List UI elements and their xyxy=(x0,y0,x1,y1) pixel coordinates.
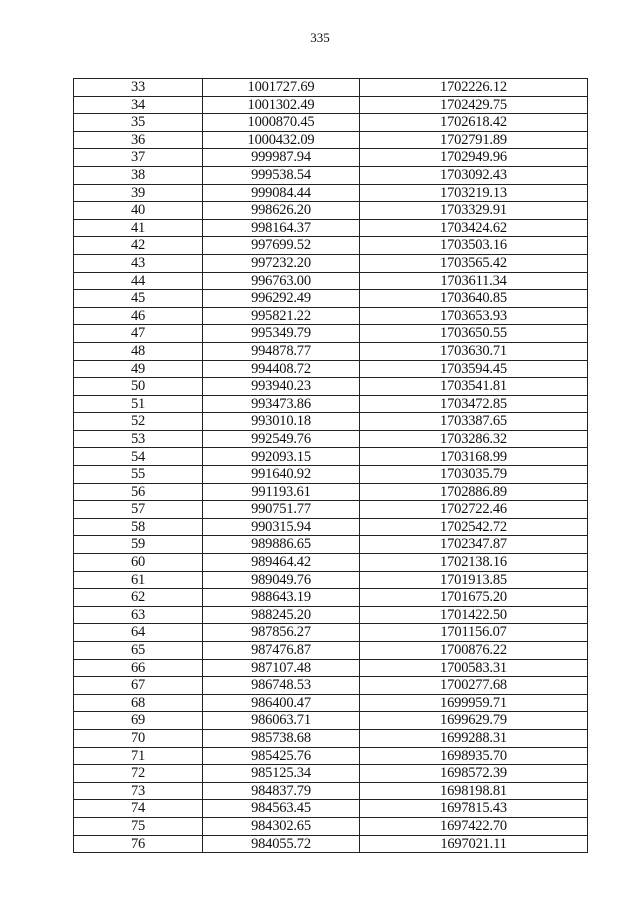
table-row xyxy=(74,589,588,607)
point-number-cell: 38 xyxy=(74,166,203,184)
point-number-cell: 42 xyxy=(74,237,203,255)
y-coordinate-cell: 1703611.34 xyxy=(360,272,588,290)
table-row xyxy=(74,307,588,325)
x-coordinate-cell: 989464.42 xyxy=(203,554,360,572)
x-coordinate-cell: 988245.20 xyxy=(203,606,360,624)
table-row xyxy=(74,501,588,519)
point-number-cell: 49 xyxy=(74,360,203,378)
table-row xyxy=(74,817,588,835)
y-coordinate-cell: 1701422.50 xyxy=(360,606,588,624)
point-number-cell: 46 xyxy=(74,307,203,325)
table-row xyxy=(74,483,588,501)
point-number-cell: 68 xyxy=(74,694,203,712)
y-coordinate-cell: 1697021.11 xyxy=(360,835,588,853)
table-row xyxy=(74,782,588,800)
point-number-cell: 57 xyxy=(74,501,203,519)
point-number-cell: 47 xyxy=(74,325,203,343)
y-coordinate-cell: 1702949.96 xyxy=(360,149,588,167)
y-coordinate-cell: 1703092.43 xyxy=(360,166,588,184)
point-number-cell: 41 xyxy=(74,219,203,237)
y-coordinate-cell: 1703329.91 xyxy=(360,202,588,220)
y-coordinate-cell: 1703286.32 xyxy=(360,430,588,448)
point-number-cell: 65 xyxy=(74,642,203,660)
table-row xyxy=(74,149,588,167)
point-number-cell: 72 xyxy=(74,765,203,783)
x-coordinate-cell: 986748.53 xyxy=(203,677,360,695)
x-coordinate-cell: 984563.45 xyxy=(203,800,360,818)
x-coordinate-cell: 995349.79 xyxy=(203,325,360,343)
table-row xyxy=(74,184,588,202)
y-coordinate-cell: 1703640.85 xyxy=(360,290,588,308)
y-coordinate-cell: 1702542.72 xyxy=(360,518,588,536)
y-coordinate-cell: 1703168.99 xyxy=(360,448,588,466)
point-number-cell: 53 xyxy=(74,430,203,448)
point-number-cell: 67 xyxy=(74,677,203,695)
y-coordinate-cell: 1701913.85 xyxy=(360,571,588,589)
table-row xyxy=(74,536,588,554)
point-number-cell: 55 xyxy=(74,466,203,484)
x-coordinate-cell: 994878.77 xyxy=(203,342,360,360)
table-row xyxy=(74,360,588,378)
y-coordinate-cell: 1702886.89 xyxy=(360,483,588,501)
table-row xyxy=(74,202,588,220)
table-row xyxy=(74,571,588,589)
y-coordinate-cell: 1703653.93 xyxy=(360,307,588,325)
y-coordinate-cell: 1703035.79 xyxy=(360,466,588,484)
point-number-cell: 61 xyxy=(74,571,203,589)
point-number-cell: 75 xyxy=(74,817,203,835)
x-coordinate-cell: 1001302.49 xyxy=(203,96,360,114)
point-number-cell: 34 xyxy=(74,96,203,114)
x-coordinate-cell: 992093.15 xyxy=(203,448,360,466)
point-number-cell: 71 xyxy=(74,747,203,765)
table-row xyxy=(74,79,588,97)
x-coordinate-cell: 997699.52 xyxy=(203,237,360,255)
point-number-cell: 40 xyxy=(74,202,203,220)
y-coordinate-cell: 1703594.45 xyxy=(360,360,588,378)
point-number-cell: 62 xyxy=(74,589,203,607)
y-coordinate-cell: 1702347.87 xyxy=(360,536,588,554)
x-coordinate-cell: 999084.44 xyxy=(203,184,360,202)
y-coordinate-cell: 1703219.13 xyxy=(360,184,588,202)
point-number-cell: 74 xyxy=(74,800,203,818)
x-coordinate-cell: 990751.77 xyxy=(203,501,360,519)
table-row xyxy=(74,272,588,290)
y-coordinate-cell: 1701675.20 xyxy=(360,589,588,607)
point-number-cell: 54 xyxy=(74,448,203,466)
y-coordinate-cell: 1702791.89 xyxy=(360,131,588,149)
y-coordinate-cell: 1700277.68 xyxy=(360,677,588,695)
x-coordinate-cell: 986400.47 xyxy=(203,694,360,712)
x-coordinate-cell: 998164.37 xyxy=(203,219,360,237)
table-row xyxy=(74,448,588,466)
table-row xyxy=(74,518,588,536)
point-number-cell: 45 xyxy=(74,290,203,308)
y-coordinate-cell: 1698198.81 xyxy=(360,782,588,800)
point-number-cell: 76 xyxy=(74,835,203,853)
y-coordinate-cell: 1702138.16 xyxy=(360,554,588,572)
y-coordinate-cell: 1699629.79 xyxy=(360,712,588,730)
table-row xyxy=(74,290,588,308)
table-row xyxy=(74,325,588,343)
point-number-cell: 63 xyxy=(74,606,203,624)
x-coordinate-cell: 989886.65 xyxy=(203,536,360,554)
point-number-cell: 56 xyxy=(74,483,203,501)
x-coordinate-cell: 998626.20 xyxy=(203,202,360,220)
point-number-cell: 66 xyxy=(74,659,203,677)
x-coordinate-cell: 1001727.69 xyxy=(203,79,360,97)
table-row xyxy=(74,430,588,448)
x-coordinate-cell: 994408.72 xyxy=(203,360,360,378)
x-coordinate-cell: 993010.18 xyxy=(203,413,360,431)
point-number-cell: 69 xyxy=(74,712,203,730)
point-number-cell: 44 xyxy=(74,272,203,290)
x-coordinate-cell: 989049.76 xyxy=(203,571,360,589)
point-number-cell: 59 xyxy=(74,536,203,554)
table-row xyxy=(74,96,588,114)
y-coordinate-cell: 1702226.12 xyxy=(360,79,588,97)
table-row xyxy=(74,659,588,677)
point-number-cell: 48 xyxy=(74,342,203,360)
y-coordinate-cell: 1703503.16 xyxy=(360,237,588,255)
point-number-cell: 43 xyxy=(74,254,203,272)
table-row xyxy=(74,642,588,660)
point-number-cell: 37 xyxy=(74,149,203,167)
point-number-cell: 36 xyxy=(74,131,203,149)
x-coordinate-cell: 987856.27 xyxy=(203,624,360,642)
x-coordinate-cell: 992549.76 xyxy=(203,430,360,448)
x-coordinate-cell: 996763.00 xyxy=(203,272,360,290)
table-row xyxy=(74,747,588,765)
table-row xyxy=(74,677,588,695)
y-coordinate-cell: 1700876.22 xyxy=(360,642,588,660)
page-number: 335 xyxy=(310,30,330,45)
table-row xyxy=(74,606,588,624)
y-coordinate-cell: 1703565.42 xyxy=(360,254,588,272)
x-coordinate-cell: 999987.94 xyxy=(203,149,360,167)
y-coordinate-cell: 1699288.31 xyxy=(360,729,588,747)
x-coordinate-cell: 985738.68 xyxy=(203,729,360,747)
y-coordinate-cell: 1699959.71 xyxy=(360,694,588,712)
table-row xyxy=(74,624,588,642)
x-coordinate-cell: 997232.20 xyxy=(203,254,360,272)
y-coordinate-cell: 1702722.46 xyxy=(360,501,588,519)
x-coordinate-cell: 988643.19 xyxy=(203,589,360,607)
table-row xyxy=(74,694,588,712)
y-coordinate-cell: 1703472.85 xyxy=(360,395,588,413)
x-coordinate-cell: 984055.72 xyxy=(203,835,360,853)
x-coordinate-cell: 991640.92 xyxy=(203,466,360,484)
y-coordinate-cell: 1697815.43 xyxy=(360,800,588,818)
table-row xyxy=(74,729,588,747)
y-coordinate-cell: 1703630.71 xyxy=(360,342,588,360)
point-number-cell: 39 xyxy=(74,184,203,202)
y-coordinate-cell: 1698935.70 xyxy=(360,747,588,765)
x-coordinate-cell: 987476.87 xyxy=(203,642,360,660)
y-coordinate-cell: 1698572.39 xyxy=(360,765,588,783)
table-row xyxy=(74,835,588,853)
point-number-cell: 33 xyxy=(74,79,203,97)
x-coordinate-cell: 1000870.45 xyxy=(203,114,360,132)
y-coordinate-cell: 1697422.70 xyxy=(360,817,588,835)
x-coordinate-cell: 999538.54 xyxy=(203,166,360,184)
point-number-cell: 51 xyxy=(74,395,203,413)
point-number-cell: 35 xyxy=(74,114,203,132)
point-number-cell: 60 xyxy=(74,554,203,572)
table-row xyxy=(74,378,588,396)
point-number-cell: 52 xyxy=(74,413,203,431)
table-row xyxy=(74,712,588,730)
table-row xyxy=(74,395,588,413)
y-coordinate-cell: 1700583.31 xyxy=(360,659,588,677)
table-row xyxy=(74,413,588,431)
x-coordinate-cell: 984302.65 xyxy=(203,817,360,835)
y-coordinate-cell: 1702429.75 xyxy=(360,96,588,114)
x-coordinate-cell: 987107.48 xyxy=(203,659,360,677)
x-coordinate-cell: 996292.49 xyxy=(203,290,360,308)
table-row xyxy=(74,765,588,783)
point-number-cell: 73 xyxy=(74,782,203,800)
point-number-cell: 70 xyxy=(74,729,203,747)
table-row xyxy=(74,254,588,272)
table-row xyxy=(74,342,588,360)
y-coordinate-cell: 1703424.62 xyxy=(360,219,588,237)
table-row xyxy=(74,554,588,572)
table-row xyxy=(74,800,588,818)
table-body xyxy=(74,79,588,853)
table-row xyxy=(74,237,588,255)
x-coordinate-cell: 993473.86 xyxy=(203,395,360,413)
point-number-cell: 58 xyxy=(74,518,203,536)
x-coordinate-cell: 995821.22 xyxy=(203,307,360,325)
x-coordinate-cell: 991193.61 xyxy=(203,483,360,501)
x-coordinate-cell: 1000432.09 xyxy=(203,131,360,149)
x-coordinate-cell: 985125.34 xyxy=(203,765,360,783)
table-row xyxy=(74,166,588,184)
table-row xyxy=(74,219,588,237)
y-coordinate-cell: 1701156.07 xyxy=(360,624,588,642)
x-coordinate-cell: 985425.76 xyxy=(203,747,360,765)
y-coordinate-cell: 1703541.81 xyxy=(360,378,588,396)
y-coordinate-cell: 1702618.42 xyxy=(360,114,588,132)
x-coordinate-cell: 986063.71 xyxy=(203,712,360,730)
x-coordinate-cell: 993940.23 xyxy=(203,378,360,396)
x-coordinate-cell: 984837.79 xyxy=(203,782,360,800)
y-coordinate-cell: 1703387.65 xyxy=(360,413,588,431)
table-row xyxy=(74,131,588,149)
table-row xyxy=(74,114,588,132)
coordinate-table xyxy=(73,78,588,853)
x-coordinate-cell: 990315.94 xyxy=(203,518,360,536)
point-number-cell: 64 xyxy=(74,624,203,642)
table-row xyxy=(74,466,588,484)
y-coordinate-cell: 1703650.55 xyxy=(360,325,588,343)
point-number-cell: 50 xyxy=(74,378,203,396)
